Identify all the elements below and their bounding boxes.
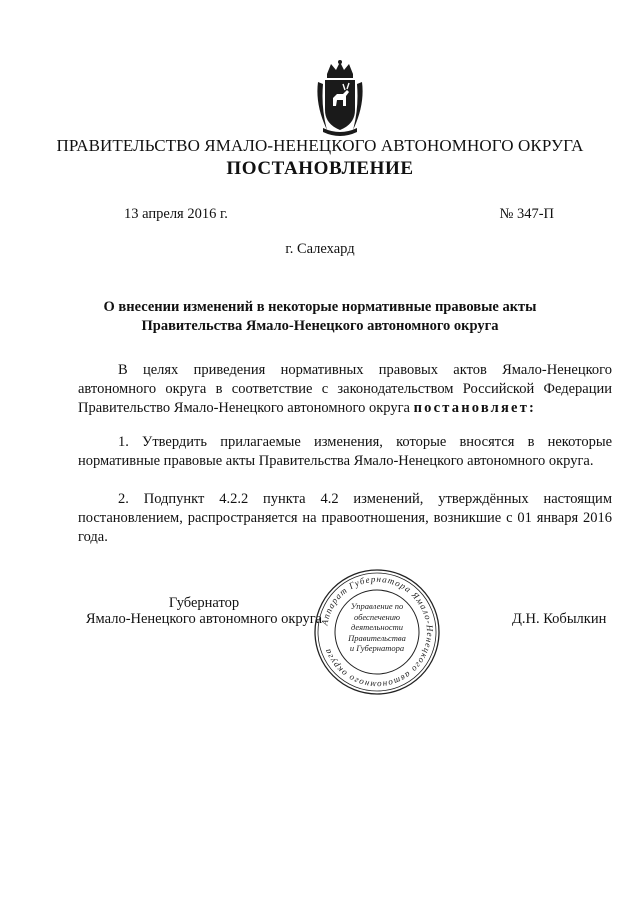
seal-line: и Губернатора (349, 643, 405, 653)
document-type-heading: ПОСТАНОВЛЕНИЕ (226, 158, 414, 179)
document-number: № 347-П (499, 206, 554, 222)
preamble-paragraph (78, 361, 612, 418)
official-seal (312, 567, 442, 697)
signatory-name: Д.Н. Кобылкин (512, 611, 607, 627)
subject-line-2: Правительства Ямало-Ненецкого автономного округа (141, 318, 499, 334)
seal-line: деятельности (350, 622, 404, 632)
subject-line-1: О внесении изменений в некоторые нормативные правовые акты (103, 299, 537, 315)
document-city: г. Салехард (285, 241, 355, 257)
paragraph-2 (78, 490, 612, 547)
signatory-title: Губернатор (168, 595, 240, 611)
paragraph-1-text: 1. Утвердить прилагаемые изменения, которые вносятся в некоторые нормативные правовые акты Правительства Ямало-Ненецкого автономного округа. (78, 434, 612, 469)
preamble-text: В целях приведения нормативных правовых актов Ямало-Ненецкого автономного округа в соответствие с законодательством Российской Федерации Правительство Ямало-Ненецкого автономного округа (78, 362, 612, 416)
government-title: ПРАВИТЕЛЬСТВО ЯМАЛО-НЕНЕЦКОГО АВТОНОМНОГО ОКРУГА (56, 136, 584, 155)
seal-center-text (342, 601, 412, 654)
resolution-keyword: постановляет: (413, 400, 537, 416)
paragraph-2-text: 2. Подпункт 4.2.2 пункта 4.2 изменений, утверждённых настоящим постановлением, распространяется на правоотношения, возникшие с 01 января 2016 года. (78, 491, 612, 545)
seal-ring-text: Аппарат Губернатора Ямало-Ненецкого автономного округа (319, 573, 436, 691)
seal-line: обеспечению (353, 611, 401, 622)
paragraph-1 (78, 433, 612, 471)
seal-line: Правительства (348, 632, 406, 643)
signatory-region: Ямало-Ненецкого автономного округа (85, 611, 323, 627)
seal-line: Управление по (350, 601, 404, 611)
document-date: 13 апреля 2016 г. (124, 206, 228, 222)
coat-of-arms-icon (315, 60, 365, 136)
document-subject (80, 298, 560, 336)
